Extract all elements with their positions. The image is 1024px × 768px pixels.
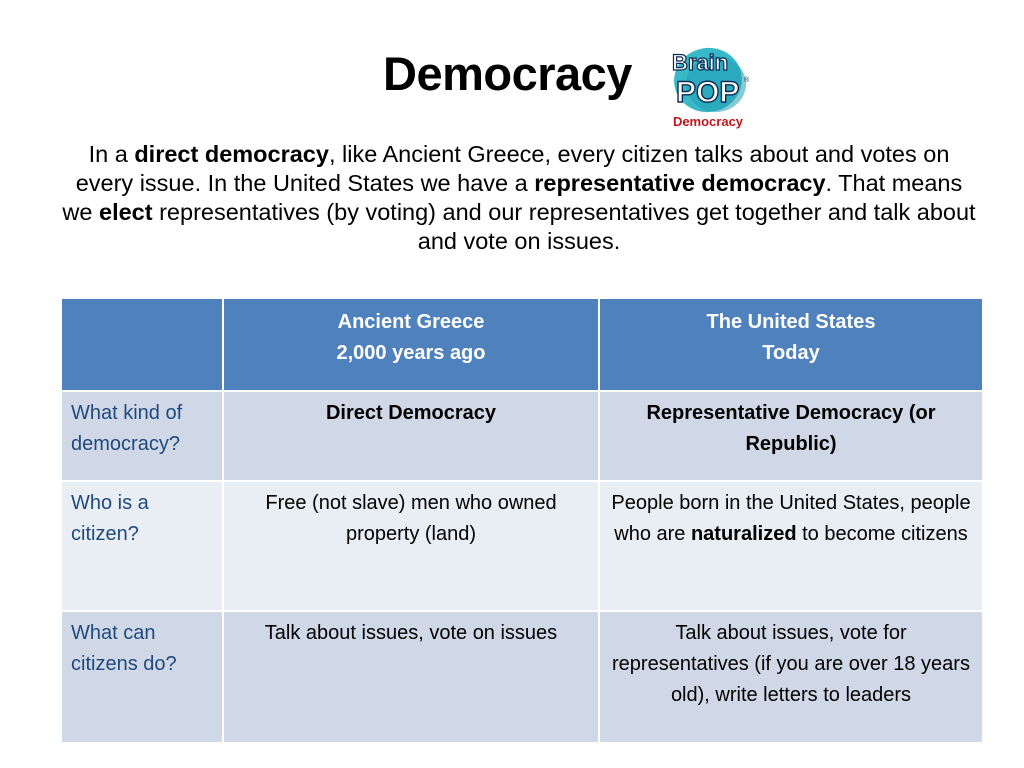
table-header-row xyxy=(61,298,983,391)
cell-us: Talk about issues, vote for representatives (if you are over 18 years old), write letters to leaders xyxy=(599,611,983,743)
header-empty-cell xyxy=(61,298,223,391)
cell-us xyxy=(599,481,983,611)
intro-term-direct-democracy: direct democracy xyxy=(134,141,329,167)
cell-greece: Talk about issues, vote on issues xyxy=(223,611,599,743)
intro-text-3: . That means we xyxy=(62,170,963,225)
row-label: Who is a citizen? xyxy=(61,481,223,611)
brainpop-logo xyxy=(664,40,760,132)
table-row xyxy=(61,391,983,481)
cell-us: Representative Democracy (or Republic) xyxy=(599,391,983,481)
page-title: Democracy xyxy=(383,47,632,100)
svg-text:POP: POP xyxy=(676,76,740,109)
intro-text-2: , like Ancient Greece, every citizen talks about and votes on every issue. In the United States we have a xyxy=(75,141,950,196)
cell-greece: Direct Democracy xyxy=(223,391,599,481)
row-label: What can citizens do? xyxy=(61,611,223,743)
comparison-table xyxy=(60,297,984,744)
logo-caption: Democracy xyxy=(672,114,744,129)
intro-term-representative-democracy: representative democracy xyxy=(534,170,826,196)
table-row xyxy=(61,611,983,743)
header-ancient-greece xyxy=(223,298,599,391)
intro-term-elect: elect xyxy=(99,199,153,225)
svg-text:Brain: Brain xyxy=(672,50,729,75)
intro-text-4: representatives (by voting) and our representatives get together and talk about and vote on issues. xyxy=(152,199,976,254)
table-row xyxy=(61,481,983,611)
header-line: Ancient Greece xyxy=(337,311,485,333)
row-label: What kind of democracy? xyxy=(61,391,223,481)
brainpop-logo-graphic xyxy=(664,40,760,116)
header-line: 2,000 years ago xyxy=(336,342,486,364)
intro-paragraph xyxy=(60,140,978,256)
intro-text-1: In a xyxy=(88,141,135,167)
cell-us-term-naturalized: naturalized xyxy=(690,523,797,545)
header-line: Today xyxy=(762,342,820,364)
cell-greece: Free (not slave) men who owned property (land) xyxy=(223,481,599,611)
header-united-states xyxy=(599,298,983,391)
cell-us-text-1: People born in the United States, people who are xyxy=(611,492,971,545)
svg-text:®: ® xyxy=(744,77,750,84)
header-line: The United States xyxy=(706,311,876,333)
cell-us-text-2: to become citizens xyxy=(796,523,968,545)
